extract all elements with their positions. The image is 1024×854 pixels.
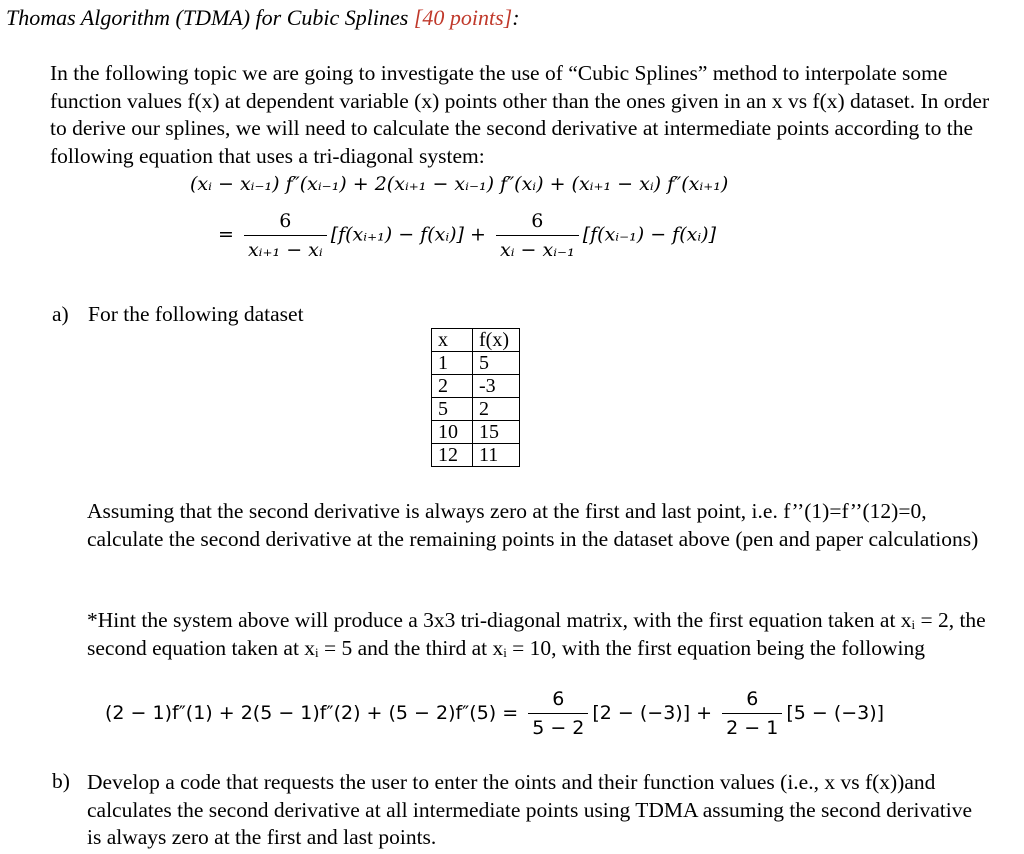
- table-header-fx: f(x): [473, 329, 520, 352]
- assumption-paragraph: Assuming that the second derivative is always zero at the first and last point, i.e. f’’(1)=f’’(12)=0, calculate the second derivative at the remaining points in the dataset above (pen and paper calculations): [87, 499, 979, 551]
- hint-fraction-1-denominator: 5 − 2: [528, 713, 588, 739]
- part-a-text: For the following dataset: [88, 302, 304, 326]
- equation-equals: =: [218, 223, 234, 246]
- page-title: [6, 5, 520, 31]
- table-row: [432, 444, 520, 467]
- table-cell-x: 2: [432, 375, 473, 398]
- table-row: [432, 421, 520, 444]
- fraction-1-denominator: xᵢ₊₁ − xᵢ: [244, 235, 327, 261]
- hint-equation-lhs: (2 − 1)f″(1) + 2(5 − 1)f″(2) + (5 − 2)f″(5) =: [105, 702, 519, 724]
- hint-paragraph: *Hint the system above will produce a 3x3 tri-diagonal matrix, with the first equation taken at xᵢ = 2, the second equation taken at xᵢ = 5 and the third at xᵢ = 10, with the first equation being the following: [87, 608, 986, 660]
- table-cell-fx: -3: [473, 375, 520, 398]
- title-main: Thomas Algorithm (TDMA) for Cubic Splines: [6, 5, 414, 30]
- hint-equation-term-2: [5 − (−3)]: [786, 702, 885, 724]
- table-cell-x: 1: [432, 352, 473, 375]
- table-header-row: [432, 329, 520, 352]
- table-cell-fx: 11: [473, 444, 520, 467]
- table-cell-x: 12: [432, 444, 473, 467]
- hint-fraction-1: [528, 688, 588, 739]
- equation-fraction-2: [496, 210, 579, 261]
- equation-term-1: [f(xᵢ₊₁) − f(xᵢ)] +: [330, 223, 486, 246]
- equation-term-2: [f(xᵢ₋₁) − f(xᵢ)]: [582, 223, 716, 246]
- fraction-2-numerator: 6: [531, 210, 544, 232]
- equation-line-2: [218, 210, 716, 261]
- hint-fraction-2: [722, 688, 782, 739]
- table-cell-fx: 15: [473, 421, 520, 444]
- title-colon: :: [512, 5, 520, 30]
- hint-fraction-2-denominator: 2 − 1: [722, 713, 782, 739]
- part-b-label: b): [52, 769, 70, 793]
- table-row: [432, 352, 520, 375]
- part-b-text: Develop a code that requests the user to enter the oints and their function values (i.e., x vs f(x))and calculates the second derivative at all intermediate points using TDMA assuming the second derivative is always zero at the first and last points.: [87, 770, 973, 849]
- title-points: [40 points]: [413, 5, 513, 30]
- table-header-x: x: [432, 329, 473, 352]
- table-row: [432, 375, 520, 398]
- equation-fraction-1: [244, 210, 327, 261]
- hint-equation-term-1: [2 − (−3)] +: [592, 702, 713, 724]
- table-cell-fx: 5: [473, 352, 520, 375]
- hint-equation: [105, 688, 884, 739]
- intro-paragraph: In the following topic we are going to investigate the use of “Cubic Splines” method to interpolate some function values f(x) at dependent variable (x) points other than the ones given in an x vs f(x) dataset. In order to derive our splines, we will need to calculate the second derivative at intermediate points according to the following equation that uses a tri-diagonal system:: [50, 61, 990, 168]
- fraction-1-numerator: 6: [279, 210, 292, 232]
- part-a-label: a): [52, 302, 69, 326]
- dataset-table: [431, 328, 520, 467]
- equation-line-1: (xᵢ − xᵢ₋₁) f″(xᵢ₋₁) + 2(xᵢ₊₁ − xᵢ₋₁) f″(xᵢ) + (xᵢ₊₁ − xᵢ) f″(xᵢ₊₁): [190, 173, 729, 195]
- fraction-2-denominator: xᵢ − xᵢ₋₁: [496, 235, 579, 261]
- table-cell-x: 5: [432, 398, 473, 421]
- hint-fraction-1-numerator: 6: [552, 688, 565, 710]
- table-row: [432, 398, 520, 421]
- table-cell-x: 10: [432, 421, 473, 444]
- table-cell-fx: 2: [473, 398, 520, 421]
- hint-fraction-2-numerator: 6: [746, 688, 759, 710]
